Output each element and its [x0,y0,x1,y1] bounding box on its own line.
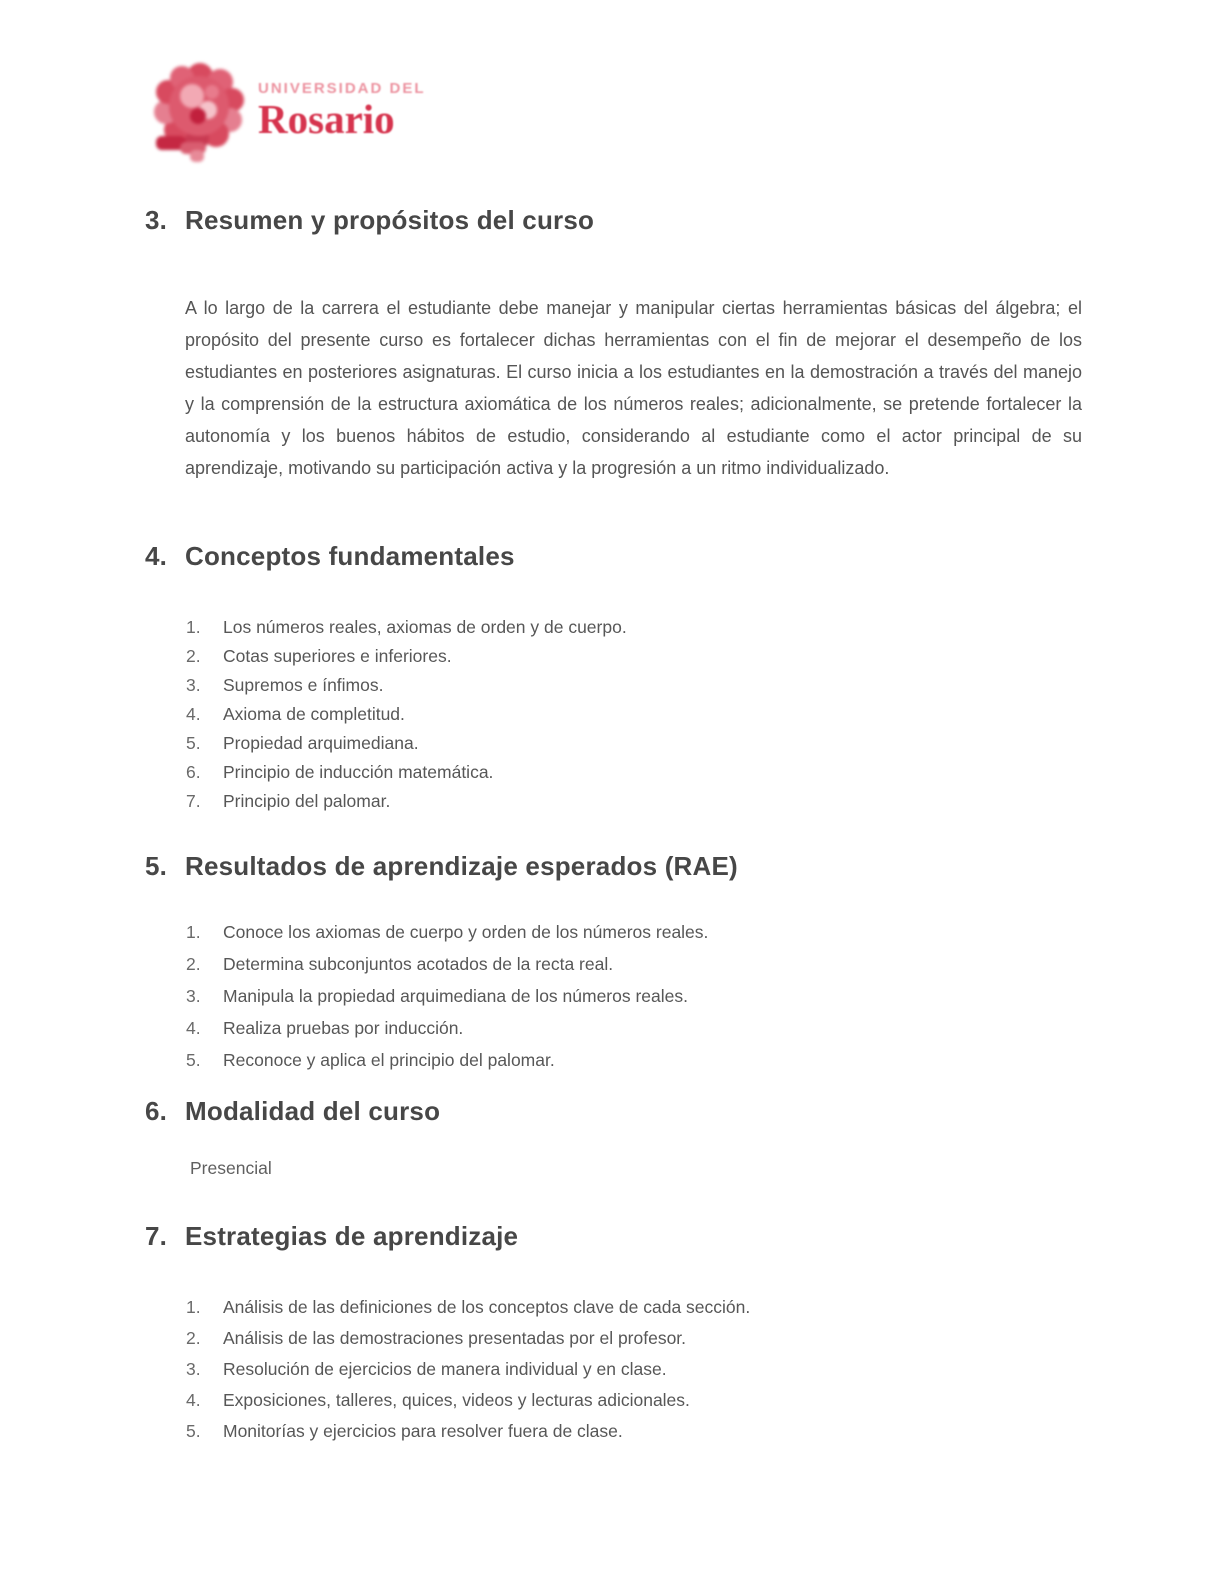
section-number: 7. [145,1221,168,1251]
list-item [186,642,627,671]
list-item-text: Supremos e ínfimos. [223,675,384,695]
list-item-number: 4. [186,1018,201,1038]
course-summary-paragraph: A lo largo de la carrera el estudiante debe manejar y manipular ciertas herramientas básicas del álgebra; el propósito del presente curso es fortalecer dichas herramientas con el fin de mejorar el desempeño de los estudiantes en posteriores asignaturas. El curso inicia a los estudiantes en la demostración a través del manejo y la comprensión de la estructura axiomática de los números reales; adicionalmente, se pretende fortalecer la autonomía y los buenos hábitos de estudio, considerando al estudiante como el actor principal de su aprendizaje, motivando su participación activa y la progresión a un ritmo individualizado. [185,298,1082,478]
section-number: 4. [145,541,168,571]
list-item [186,1323,750,1354]
section-heading-estrategias [145,1221,518,1252]
list-item-text: Reconoce y aplica el principio del palomar. [223,1050,555,1070]
section-heading-conceptos [145,541,515,572]
list-item-text: Análisis de las definiciones de los conceptos clave de cada sección. [223,1297,751,1317]
modality-value: Presencial [190,1158,272,1178]
list-item-text: Manipula la propiedad arquimediana de los números reales. [223,986,689,1006]
list-item-number: 4. [186,704,201,724]
list-item-number: 5. [186,733,201,753]
list-item-text: Axioma de completitud. [223,704,405,724]
list-item-text: Exposiciones, talleres, quices, videos y lecturas adicionales. [223,1390,690,1410]
section-number: 5. [145,851,168,881]
section-heading-modalidad [145,1096,440,1127]
learning-strategies-list [186,1292,750,1447]
list-item [186,948,708,980]
list-item-number: 3. [186,1359,201,1379]
list-item-text: Determina subconjuntos acotados de la recta real. [223,954,614,974]
list-item-number: 7. [186,791,201,811]
list-item [186,758,627,787]
list-item-number: 5. [186,1421,201,1441]
list-item-text: Principio del palomar. [223,791,391,811]
list-item-number: 2. [186,954,201,974]
list-item-number: 1. [186,617,201,637]
list-item-number: 3. [186,675,201,695]
list-item-text: Resolución de ejercicios de manera individual y en clase. [223,1359,667,1379]
list-item [186,787,627,816]
list-item-number: 1. [186,922,201,942]
list-item-text: Cotas superiores e inferiores. [223,646,452,666]
section-number: 3. [145,205,168,235]
logo-institution-name: Rosario [258,96,395,142]
list-item-number: 2. [186,1328,201,1348]
logo-institution-small: UNIVERSIDAD DEL [258,80,426,97]
list-item-text: Propiedad arquimediana. [223,733,419,753]
list-item [186,613,627,642]
section-title: Resultados de aprendizaje esperados (RAE) [185,851,738,881]
list-item-text: Análisis de las demostraciones presentadas por el profesor. [223,1328,687,1348]
section-title: Estrategias de aprendizaje [185,1221,519,1251]
list-item [186,729,627,758]
list-item [186,1385,750,1416]
section-heading-resumen [145,205,594,236]
section-number: 6. [145,1096,168,1126]
list-item [186,916,708,948]
section-heading-resultados [145,851,738,882]
list-item-text: Conoce los axiomas de cuerpo y orden de los números reales. [223,922,709,942]
list-item [186,1044,708,1076]
list-item-number: 3. [186,986,201,1006]
rosette-emblem-icon [150,58,250,164]
list-item-number: 1. [186,1297,201,1317]
list-item-number: 2. [186,646,201,666]
section-title: Conceptos fundamentales [185,541,515,571]
section-title: Modalidad del curso [185,1096,441,1126]
list-item-number: 4. [186,1390,201,1410]
list-item [186,1416,750,1447]
list-item [186,700,627,729]
list-item [186,671,627,700]
list-item-text: Realiza pruebas por inducción. [223,1018,464,1038]
list-item [186,1292,750,1323]
list-item-text: Monitorías y ejercicios para resolver fuera de clase. [223,1421,623,1441]
learning-outcomes-list [186,916,708,1076]
list-item-text: Los números reales, axiomas de orden y de cuerpo. [223,617,627,637]
fundamental-concepts-list [186,613,627,816]
section-title: Resumen y propósitos del curso [185,205,595,235]
list-item [186,980,708,1012]
list-item-number: 6. [186,762,201,782]
university-logo [150,58,426,164]
list-item [186,1012,708,1044]
list-item-text: Principio de inducción matemática. [223,762,494,782]
list-item [186,1354,750,1385]
logo-text [258,58,426,140]
list-item-number: 5. [186,1050,201,1070]
